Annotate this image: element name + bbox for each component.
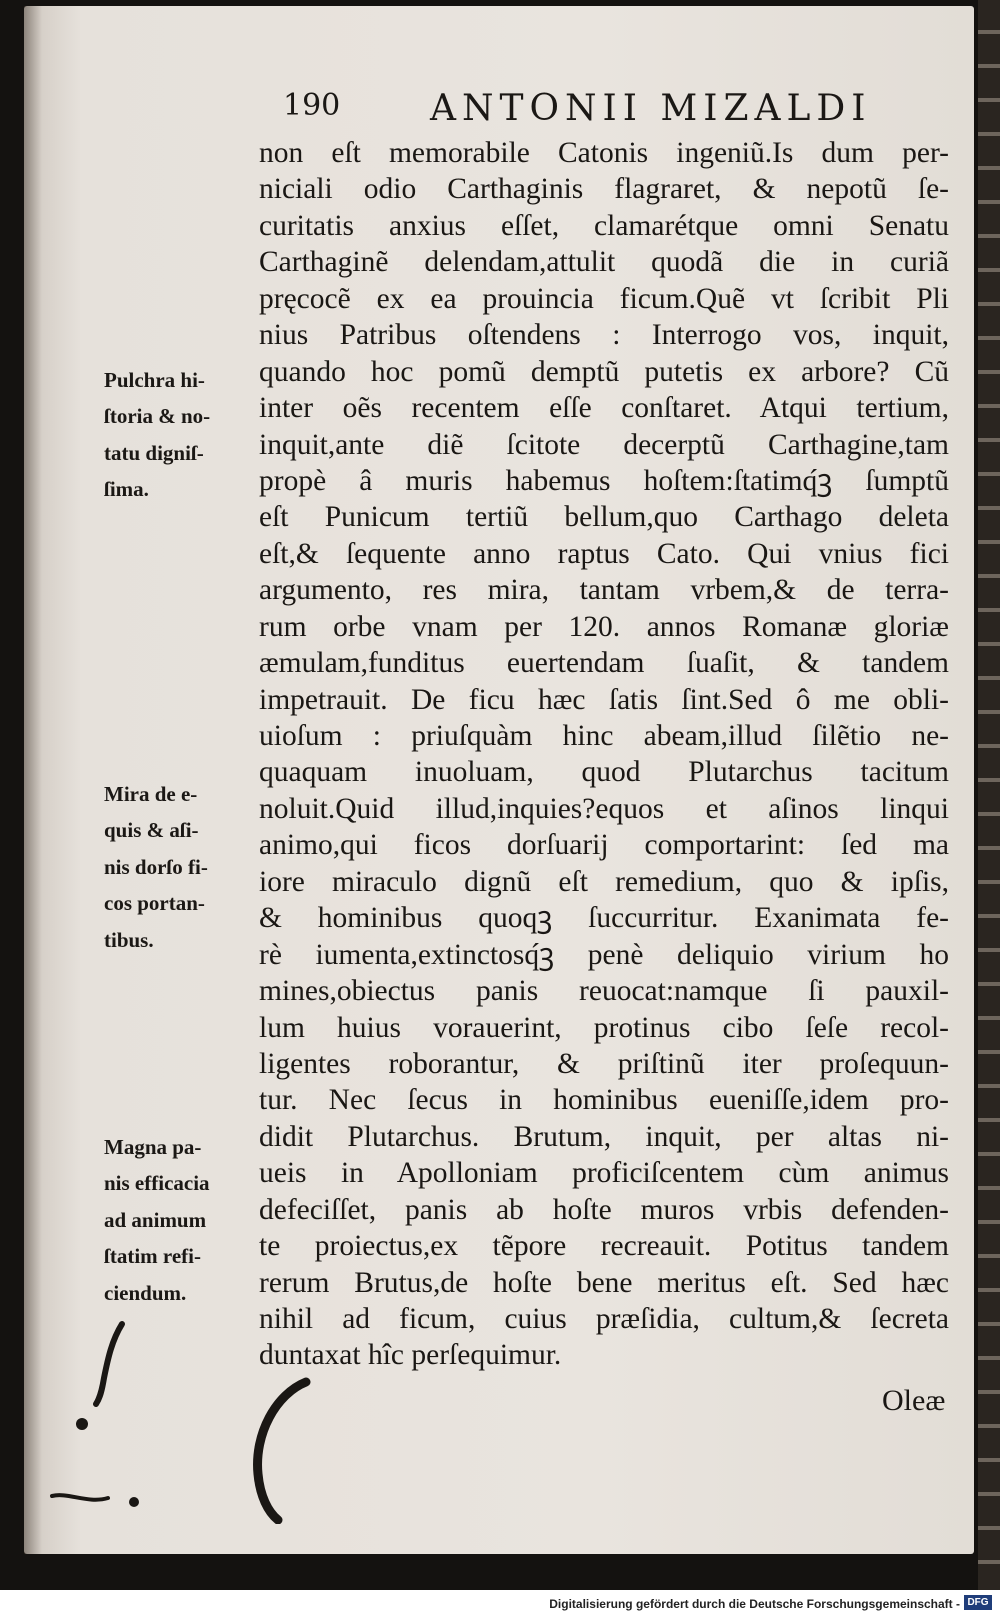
page-number: 190 <box>283 88 341 123</box>
margin-note-line: tatu digniſ- <box>104 440 204 465</box>
text-line: iore miraculo dignũ eſt remedium, quo & ipſis, <box>259 865 949 898</box>
margin-note <box>104 776 254 958</box>
ink-flourish-mark <box>90 1318 140 1408</box>
text-line: niciali odio Carthaginis flagraret, & nepotũ ſe- <box>259 173 949 206</box>
text-line: inter oẽs recentem eſſe conſtaret. Atqui tertium, <box>259 392 949 425</box>
text-line: quaquam inuoluam, quod Plutarchus tacitum <box>259 756 949 789</box>
text-line: quando hoc pomũ demptũ putetis ex arbore? Cũ <box>259 355 949 388</box>
ink-dot-mark <box>72 1414 92 1434</box>
margin-note-line: Pulchra hi- <box>104 368 205 392</box>
margin-note-line: ſima. <box>104 477 149 502</box>
text-line: nihil ad ficum, cuius præſidia, cultum,& ſecreta <box>259 1303 949 1335</box>
text-line: nius Patribus oſtendens : Interrogo vos, inquit, <box>259 319 949 352</box>
footer-credit: Digitalisierung gefördert durch die Deutsche Forschungsgemeinschaft - <box>549 1597 960 1611</box>
text-line-last: duntaxat hîc perſequimur. <box>259 1339 562 1372</box>
page-edge-strip <box>978 0 1000 1590</box>
page-gutter-shadow <box>24 6 42 1554</box>
text-line: eſt Punicum tertiũ bellum,quo Carthago deleta <box>259 501 949 534</box>
catchword: Oleæ <box>882 1384 946 1417</box>
text-line: animo,qui ficos dorſuarij comportarint: ſed ma <box>259 829 949 862</box>
text-line: ueis in Apolloniam proficiſcentem cùm animus <box>259 1157 949 1190</box>
margin-note-line: nis dorſo fi- <box>104 854 208 879</box>
text-line: argumento, res mira, tantam vrbem,& de terra- <box>259 574 949 607</box>
text-line: non eſt memorabile Catonis ingeniũ.Is dum per- <box>259 137 949 169</box>
dfg-logo-icon: DFG <box>964 1595 992 1610</box>
text-line: curitatis anxius eſſet, clamarétque omni Senatu <box>259 209 949 242</box>
text-line: æmulam,funditus euertendam ſuaſit, & tandem <box>259 647 949 680</box>
text-line: pręcocẽ ex ea prouincia ficum.Quẽ vt ſcribit Pli <box>259 282 949 315</box>
digitization-footer <box>0 1590 1000 1618</box>
text-line: rerum Brutus,de hoſte bene meritus eſt. Sed hæc <box>259 1266 949 1299</box>
ink-smudge-mark <box>48 1480 158 1520</box>
text-line: te proiectus,ex tẽpore recreauit. Potitus tandem <box>259 1230 949 1263</box>
text-line: impetrauit. De ficu hæc ſatis ſint.Sed ô me obli- <box>259 683 949 716</box>
text-line: Carthaginẽ delendam,attulit quodã die in curiã <box>259 246 949 279</box>
margin-note-line: ſtoria & no- <box>104 404 211 429</box>
text-line: rum orbe vnam per 120. annos Romanæ gloriæ <box>259 610 949 643</box>
text-line: ligentes roborantur, & priſtinũ iter proſequun- <box>259 1047 949 1080</box>
text-line: defeciſſet, panis ab hoſte muros vrbis defenden- <box>259 1193 949 1226</box>
text-line: mines,obiectus panis reuocat:namque ſi pauxil- <box>259 975 949 1008</box>
text-line: inquit,ante diẽ ſcitote decerptũ Carthagine,tam <box>259 428 949 461</box>
margin-note-line: Mira de e- <box>104 782 198 806</box>
text-line: tur. Nec ſecus in hominibus eueniſſe,idem pro- <box>259 1084 949 1117</box>
text-line: didit Plutarchus. Brutum, inquit, per altas ni- <box>259 1120 949 1153</box>
margin-note-line: ciendum. <box>104 1280 187 1305</box>
margin-note-line: tibus. <box>104 927 154 952</box>
margin-note <box>104 362 254 508</box>
text-line: & hominibus quoqꝫ ſuccurritur. Exanimata fe- <box>259 902 949 935</box>
margin-note-line: ſtatim refi- <box>104 1244 201 1269</box>
margin-note-line: quis & aſi- <box>104 818 199 843</box>
ink-bracket-mark <box>240 1374 320 1524</box>
margin-note-line: Magna pa- <box>104 1135 202 1159</box>
text-line: propè â muris habemus hoſtem:ſtatimq́ꝫ ſumptũ <box>259 464 949 497</box>
text-line: rè iumenta,extinctosq́ꝫ penè deliquio virium ho <box>259 938 949 971</box>
margin-note-line: nis efficacia <box>104 1171 210 1196</box>
margin-note-line: ad animum <box>104 1207 207 1232</box>
margin-note-line: cos portan- <box>104 891 205 916</box>
text-line: lum huius vorauerint, protinus cibo ſeſe recol- <box>259 1011 949 1044</box>
main-text-block <box>259 135 949 1374</box>
margin-note <box>104 1129 254 1311</box>
running-title: ANTONII MIZALDI <box>430 88 872 129</box>
text-line: eſt,& ſequente anno raptus Cato. Qui vnius fici <box>259 537 949 570</box>
text-line: uioſum : priuſquàm hinc abeam,illud ſilẽtio ne- <box>259 720 949 752</box>
text-line: noluit.Quid illud,inquies?equos et aſinos linqui <box>259 792 949 825</box>
